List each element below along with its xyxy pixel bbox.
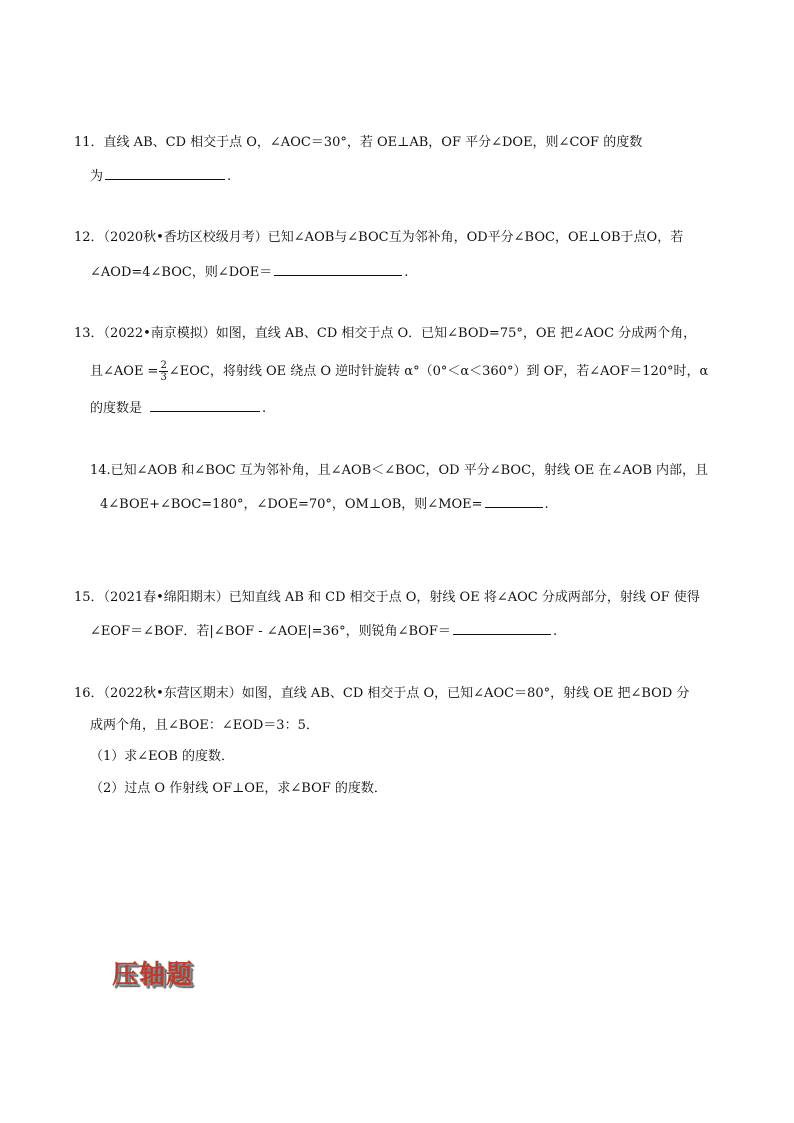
q13-line3: 的度数是 . xyxy=(90,398,266,418)
q12-answer-blank xyxy=(274,262,402,276)
q14-answer-blank xyxy=(485,494,543,508)
q14-line1: 14.已知∠AOB 和∠BOC 互为邻补角，且∠AOB＜∠BOC，OD 平分∠BOC，射线 OE 在∠AOB 内部，且 xyxy=(90,463,709,478)
q13-line2: 且∠AOE = $\frac{2}{3}$ ∠EOC，将射线 OE 绕点 O 逆时针旋转 α°（0°＜α＜360°）到 OF，若∠AOF＝120°时，α xyxy=(90,360,709,383)
q13-fraction: $\frac{2}{3}$ xyxy=(160,360,167,383)
section-heading: 压轴题 xyxy=(112,960,194,990)
q15-line2: ∠EOF＝∠BOF．若|∠BOF - ∠AOE|=36°，则锐角∠BOF＝ . xyxy=(90,621,557,641)
q11-line1: 11．直线 AB、CD 相交于点 O，∠AOC＝30°，若 OE⊥AB，OF 平分∠DOE，则∠COF 的度数 xyxy=(74,135,643,150)
q11-answer-blank xyxy=(105,166,225,180)
q16-line1: 16．（2022秋•东营区期末）如图，直线 AB、CD 相交于点 O，已知∠AOC＝80°，射线 OE 把∠BOD 分 xyxy=(74,686,690,701)
q12-line2: ∠AOD=4∠BOC，则∠DOE＝ . xyxy=(90,262,408,282)
q13-answer-blank xyxy=(150,398,260,412)
q16-part2: （2）过点 O 作射线 OF⊥OE，求∠BOF 的度数． xyxy=(90,781,387,796)
q11-line2: 为 . xyxy=(90,166,231,186)
q16-line2: 成两个角，且∠BOE：∠EOD＝3：5． xyxy=(90,718,319,733)
q15-line1: 15．（2021春•绵阳期末）已知直线 AB 和 CD 相交于点 O，射线 OE 将∠AOC 分成两部分，射线 OF 使得 xyxy=(74,590,700,605)
q13-line1: 13．（2022•南京模拟）如图，直线 AB、CD 相交于点 O．已知∠BOD=75°，OE 把∠AOC 分成两个角， xyxy=(74,326,697,341)
q15-answer-blank xyxy=(453,621,551,635)
q16-part1: （1）求∠EOB 的度数． xyxy=(90,749,234,764)
q14-line2: 4∠BOE+∠BOC=180°，∠DOE=70°，OM⊥OB，则∠MOE= . xyxy=(100,494,549,514)
q12-line1: 12．（2020秋•香坊区校级月考）已知∠AOB与∠BOC互为邻补角，OD平分∠BOC，OE⊥OB于点O，若 xyxy=(74,230,684,245)
